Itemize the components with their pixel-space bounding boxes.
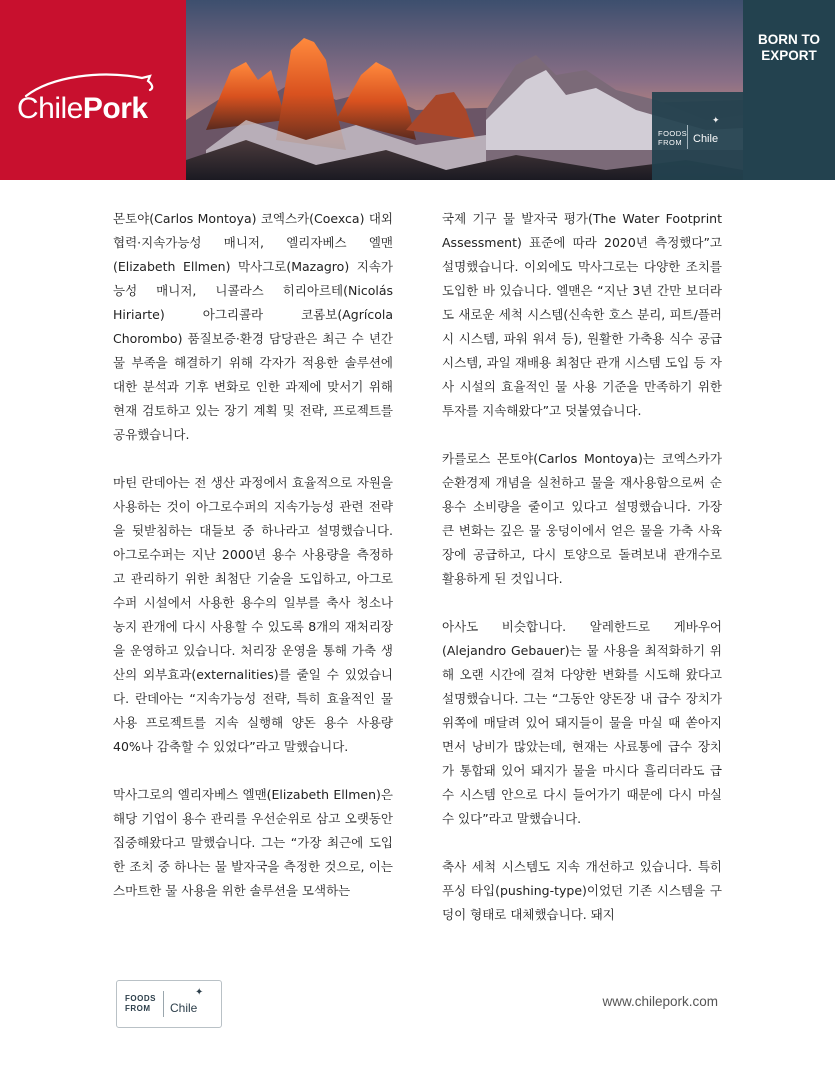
body-paragraph: 축사 세척 시스템도 지속 개선하고 있습니다. 특히 푸싱 타입(pushing-type)이었던 기존 시스템을 구덩이 형태로 대체했습니다. 돼지 [442, 859, 722, 922]
brand-logo-panel [0, 0, 186, 180]
footer-foods-from-label: FOODS FROM [125, 994, 156, 1013]
brand-logo [17, 92, 148, 126]
born-to-export-tagline: BORN TO EXPORT [757, 32, 820, 63]
body-paragraph: 국제 기구 물 발자국 평가(The Water Footprint Assessment) 표준에 따라 2020년 측정했다”고 설명했습니다. 이외에도 막사그로는 다양한 조치를 도입한 바 있습니다. 엘맨은 “지난 3년 간만 보더라도 새로운 세척 시스템(신속한 호스 분리, 피트/플러시 시스템, 파워 워셔 등), 원활한 가축용 식수 공급 시스템, 과일 재배용 최첨단 관개 시스템 도입 등 자사 시설의 효율적인 물 사용 기준을 만족하기 위한 투자를 지속해왔다”고 덧붙였습니다. [442, 211, 722, 418]
website-link[interactable]: www.chilepork.com [602, 994, 718, 1009]
brand-logo-accent: Pork [82, 92, 148, 125]
body-paragraph: 아사도 비슷합니다. 알레한드로 게바우어(Alejandro Gebauer)는 물 사용을 최적화하기 위해 오랜 시간에 걸쳐 다양한 변화를 시도해 왔다고 설명했습니다. 그는 “그동안 양돈장 내 급수 장치가 위쪽에 매달려 있어 돼지들이 물을 마실 때 쏟아지면서 낭비가 많았는데, 현재는 사료통에 급수 장치가 통합돼 있어 돼지가 물을 마시다 흘리더라도 급수 시스템 안으로 다시 들어가기 때문에 다시 마실 수 있다”라고 말했습니다. [442, 619, 722, 826]
badge-chile-label: Chile [693, 133, 719, 145]
body-paragraph: 카를로스 몬토야(Carlos Montoya)는 코엑스카가 순환경제 개념을 실천하고 물을 재사용함으로써 순 용수 소비량을 줄이고 있다고 설명했습니다. 가장 큰 변화는 깊은 물 웅덩이에서 얻은 물을 가축 사육장에 공급하고, 다시 토양으로 돌려보내 관개수로 활용하게 된 것입니다. [442, 451, 722, 586]
header-banner [0, 0, 835, 180]
body-paragraph: 막사그로의 엘리자베스 엘맨(Elizabeth Ellmen)은 해당 기업이 용수 관리를 우선순위로 삼고 오랫동안 집중해왔다고 말했습니다. 그는 “가장 최근에 도입한 조치 중 하나는 물 발자국을 측정한 것으로, 이는 스마트한 물 사용을 위한 솔루션을 모색하는 [113, 787, 393, 898]
badge-foods-from-label: FOODS FROM [658, 129, 688, 147]
footer-foods-from-chile-logo [116, 980, 222, 1028]
body-paragraph: 마틴 란데아는 전 생산 과정에서 효율적으로 자원을 사용하는 것이 아그로수퍼의 지속가능성 관련 전략을 뒷받침하는 대들보 중 하나라고 설명했습니다. 아그로수퍼는 지난 2000년 용수 사용량을 측정하고 관리하기 위한 최첨단 기술을 도입하고, 아그로수퍼 시설에서 사용한 용수의 일부를 축사 청소나 농지 관개에 다시 사용할 수 있도록 8개의 재처리장을 운영하고 있습니다. 처리장 운영을 통해 가축 생산의 외부효과(externalities)를 줄일 수 있었습니다. 란데아는 “지속가능성 전략, 특히 효율적인 물 사용 프로젝트를 지속 실행해 양돈 용수 사용량 40%나 감축할 수 있었다”라고 말했습니다. [113, 475, 393, 754]
foods-from-chile-badge [652, 92, 743, 180]
tagline-panel [743, 0, 835, 180]
footer-chile-label: Chile [170, 1001, 198, 1015]
body-paragraph: 몬토야(Carlos Montoya) 코엑스카(Coexca) 대외협력·지속가능성 매니저, 엘리자베스 엘맨(Elizabeth Ellmen) 막사그로(Mazagro) 지속가능성 매니저, 니콜라스 히리아르테(Nicolás Hiriarte) 아그리콜라 코롬보(Agrícola Chorombo) 품질보증·환경 담당관은 최근 수 년간 물 부족을 해결하기 위해 각자가 적용한 솔루션에 대한 분석과 기후 변화로 인한 과제에 맞서기 위해 현재 검토하고 있는 장기 계획 및 전략, 프로젝트를 공유했습니다. [113, 211, 393, 442]
badge-divider [687, 125, 688, 149]
brand-logo-main: Chile [17, 92, 83, 125]
star-icon: ✦ [195, 987, 204, 998]
footer-logo-divider [163, 991, 164, 1017]
star-icon: ✦ [712, 116, 720, 126]
left-text-column [113, 207, 393, 927]
right-text-column [442, 207, 722, 951]
